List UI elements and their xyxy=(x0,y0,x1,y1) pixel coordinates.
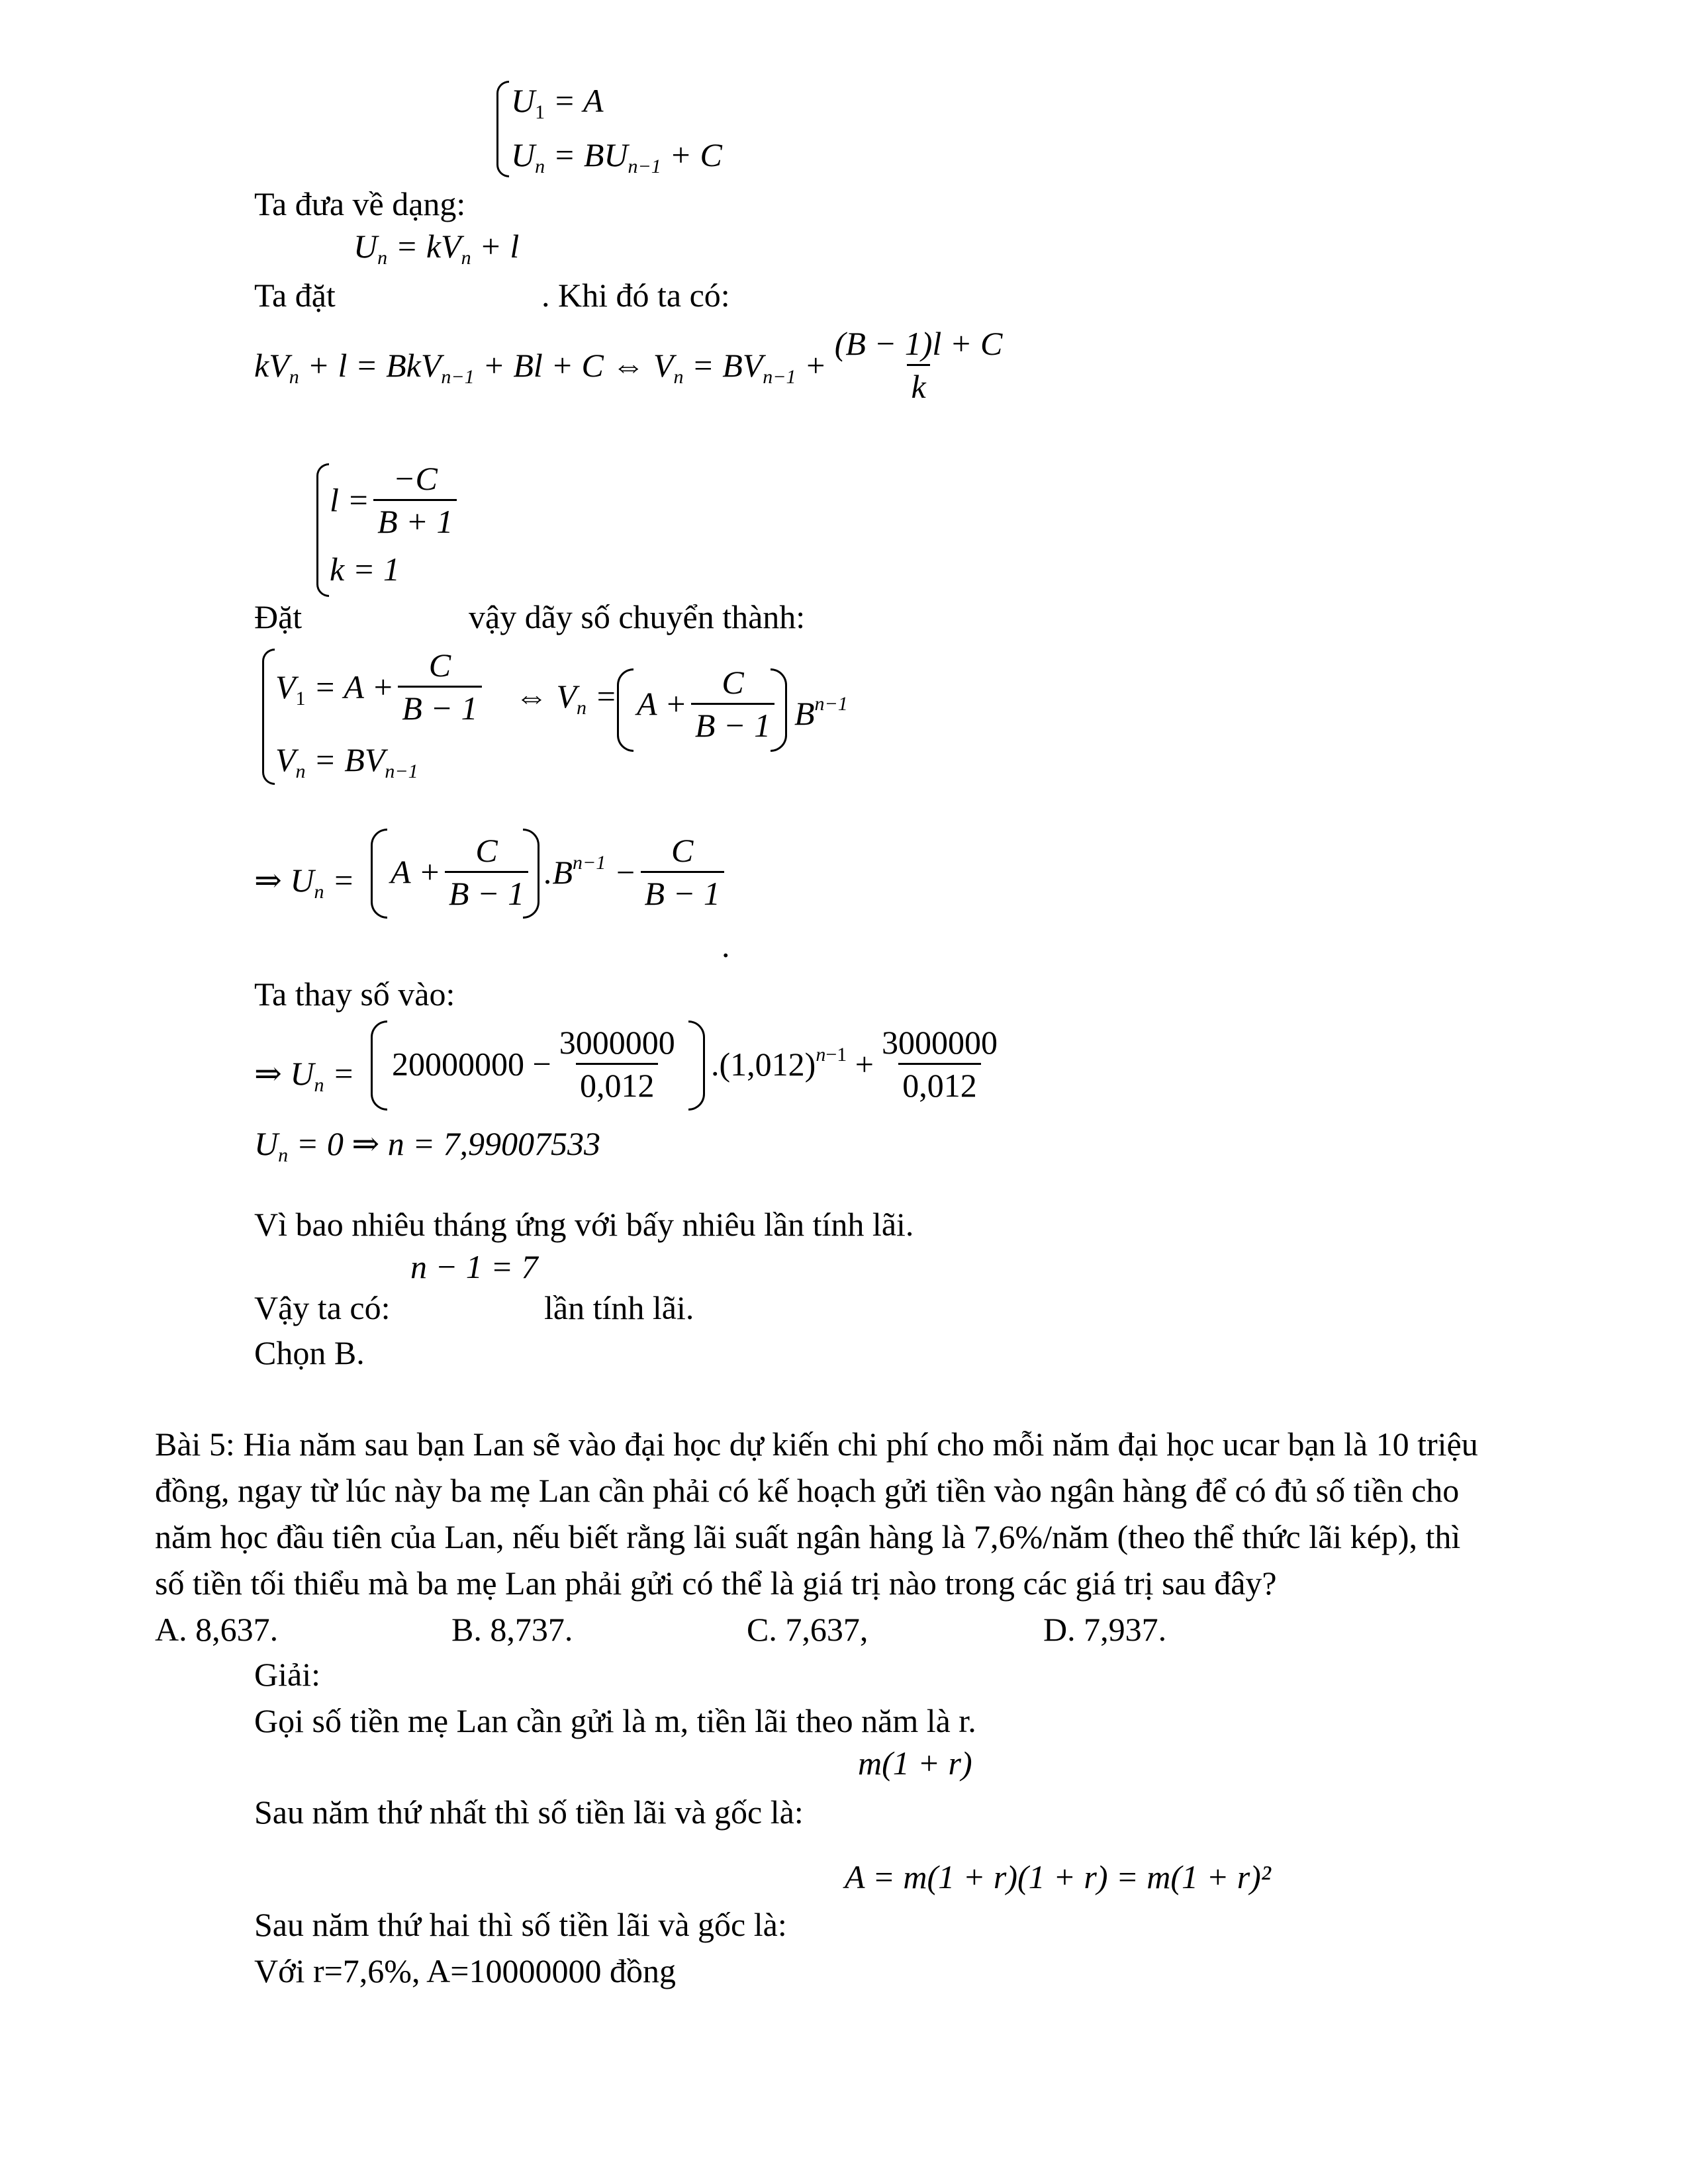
vn-equation: $V_n = BV_{n-1}$ xyxy=(275,741,418,782)
system-brace-lk xyxy=(316,463,329,597)
system-brace-v xyxy=(262,649,275,785)
choose-answer-text: Chọn B. xyxy=(254,1334,365,1371)
un-formula-right-paren xyxy=(523,829,539,919)
months-text: Vì bao nhiêu tháng ứng với bấy nhiêu lần tính lãi. xyxy=(254,1206,914,1243)
un-numeric-inner: 20000000 − $\frac{3000000}{0,012}$ xyxy=(392,1022,683,1106)
v-result-left-paren xyxy=(617,668,633,752)
option-a: A. 8,637. xyxy=(155,1611,279,1648)
n-minus-equation: n − 1 = 7 xyxy=(410,1248,538,1285)
un-numeric-equation: ⇒ $U_n$ = xyxy=(254,1055,355,1096)
un-formula: ⇒ $U_n$ = xyxy=(254,862,355,903)
un-numeric-left-paren xyxy=(371,1021,387,1111)
un-formula-left-paren xyxy=(371,829,387,919)
v-result-power: $B^{n-1}$ xyxy=(794,693,848,732)
solution-line3: Sau năm thứ hai thì số tiền lãi và gốc là: xyxy=(254,1906,787,1943)
system-brace-u xyxy=(496,81,509,177)
v1-equation: $V_1 = A$ + $\frac{C}{B - 1}$ xyxy=(275,645,486,729)
eq-A: A = m(1 + r)(1 + r) = m(1 + r)² xyxy=(845,1858,1271,1895)
solution-line2: Sau năm thứ nhất thì số tiền lãi và gốc là: xyxy=(254,1794,804,1831)
substitute-text: Ta thay số vào: xyxy=(254,976,455,1013)
problem5-line2: đồng, ngay từ lúc này ba mẹ Lan cần phải có kế hoạch gửi tiền vào ngân hàng để có đủ số tiền cho xyxy=(155,1472,1460,1509)
solution-line1: Gọi số tiền mẹ Lan cần gửi là m, tiền lãi theo năm là r. xyxy=(254,1702,976,1739)
dat-text-right: vậy dãy số chuyển thành: xyxy=(469,598,806,635)
option-d: D. 7,937. xyxy=(1043,1611,1167,1648)
system-un-equation: $U_n = BU_{n-1} + C$ xyxy=(511,136,722,177)
zero-equation: $U_n = 0$ ⇒ n = 7,99007533 xyxy=(254,1125,600,1166)
v-result-right-paren xyxy=(771,668,787,752)
v-result-inner: A + $\frac{C}{B - 1}$ xyxy=(637,662,778,746)
problem5-line4: số tiền tối thiểu mà ba mẹ Lan phải gửi có thể là giá trị nào trong các giá trị sau đây? xyxy=(155,1565,1277,1602)
solution-line4: Với r=7,6%, A=10000000 đồng xyxy=(254,1952,676,1989)
un-formula-tail: $.B^{n-1}$ − $\frac{C}{B - 1}$ xyxy=(544,830,728,914)
un-formula-inner: A + $\frac{C}{B - 1}$ xyxy=(391,830,532,914)
dat-text-left: Đặt xyxy=(254,598,303,635)
set-text-left: Ta đặt xyxy=(254,277,336,314)
problem5-line3: năm học đầu tiên của Lan, nếu biết rằng lãi suất ngân hàng là 7,6%/năm (theo thể thức lãi kép), thì xyxy=(155,1518,1461,1555)
conclusion-text-right: lần tính lãi. xyxy=(544,1289,694,1326)
eq-m-one-plus-r: m(1 + r) xyxy=(858,1745,972,1782)
problem5-line1: Bài 5: Hia năm sau bạn Lan sẽ vào đại học dự kiến chi phí cho mỗi năm đại học ucar bạn là 10 triệu xyxy=(155,1426,1478,1463)
conclusion-text-left: Vậy ta có: xyxy=(254,1289,391,1326)
set-text-right: . Khi đó ta có: xyxy=(541,277,730,314)
v-result-equation: ⇔ $V_n$ = xyxy=(515,678,618,719)
un-numeric-tail: $.(1,012)^{n-1}$ + $\frac{3000000}{0,012}$ xyxy=(711,1022,1006,1106)
main-equation: $kV_n + l = BkV_{n-1} + Bl + C$ ⇔ $V_n = BV_{n-1}$ + $\frac{(B - 1)l + C}{k}$ xyxy=(254,323,1010,407)
option-c: C. 7,637, xyxy=(747,1611,868,1648)
system-u1-equation: $U_1 = A$ xyxy=(511,82,604,123)
l-equation: l = $\frac{-C}{B + 1}$ xyxy=(330,458,461,542)
solution-label: Giải: xyxy=(254,1656,320,1693)
option-b: B. 8,737. xyxy=(451,1611,573,1648)
form-equation: $U_n = kV_n + l$ xyxy=(353,228,520,269)
k-equation: k = 1 xyxy=(330,551,400,588)
un-numeric-right-paren xyxy=(688,1021,705,1111)
intro-form-text: Ta đưa về dạng: xyxy=(254,185,466,222)
period-mark: . xyxy=(722,927,730,964)
